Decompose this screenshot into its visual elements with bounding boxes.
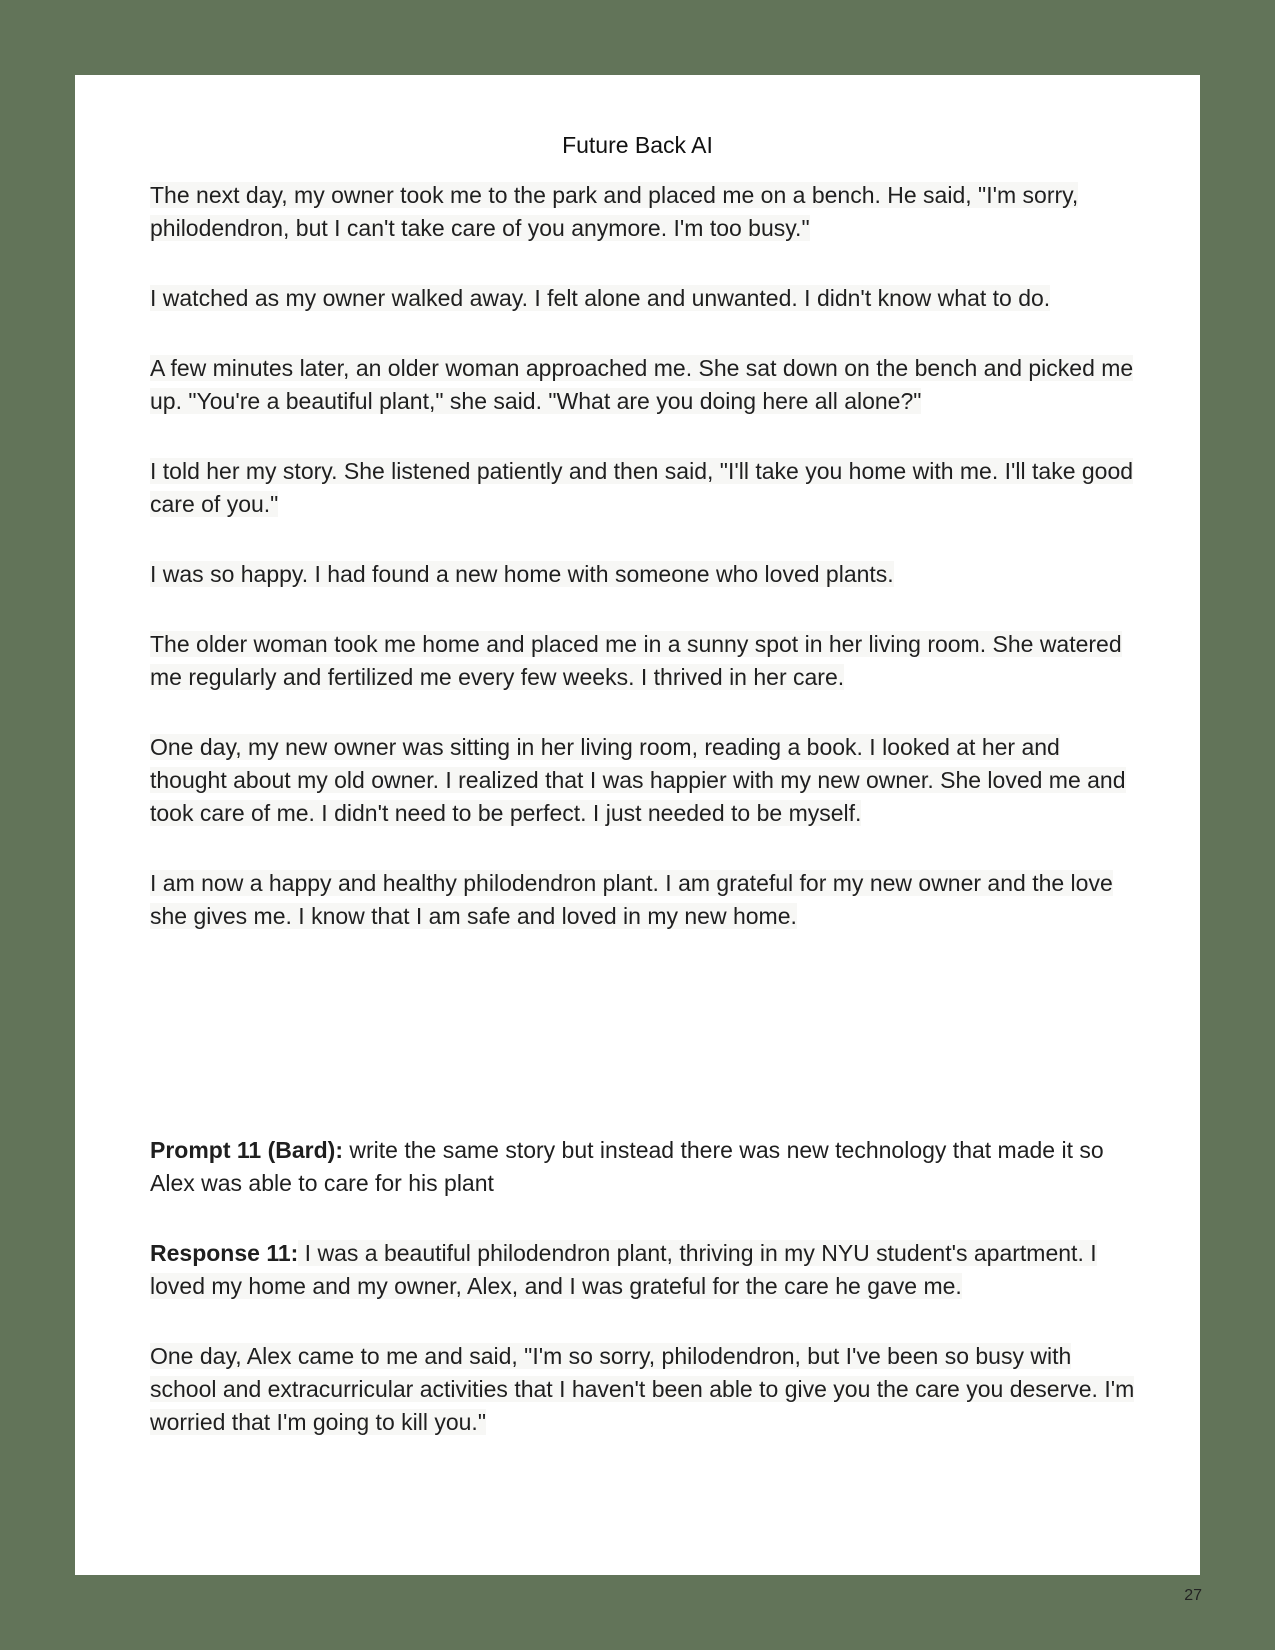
- story-paragraph-7: One day, my new owner was sitting in her living room, reading a book. I looked at her and thought about my old owner. I realized that I was happier with my new owner. She loved me and took care of me. I didn't need to be perfect. I just needed to be myself.: [150, 734, 1126, 826]
- story-paragraph-6: The older woman took me home and placed me in a sunny spot in her living room. She watered me regularly and fertilized me every few weeks. I thrived in her care.: [150, 631, 1122, 690]
- page-number: 27: [1184, 1587, 1202, 1604]
- story-paragraph-3: A few minutes later, an older woman approached me. She sat down on the bench and picked me up. "You're a beautiful plant," she said. "What are you doing here all alone?": [150, 355, 1134, 414]
- response-label: Response 11:: [150, 1240, 299, 1266]
- story-paragraph-2: I watched as my owner walked away. I felt alone and unwanted. I didn't know what to do.: [150, 285, 1051, 311]
- prompt-text: write the same story but instead there was new technology that made it so Alex was able to care for his plant: [150, 1137, 1104, 1196]
- story-paragraph-4: I told her my story. She listened patiently and then said, "I'll take you home with me. I'll take good care of you.": [150, 458, 1134, 517]
- prompt-label: Prompt 11 (Bard):: [150, 1137, 343, 1163]
- section-spacer: [150, 970, 1140, 1134]
- page-body: [150, 179, 1140, 1476]
- document-page: [75, 75, 1200, 1575]
- story-paragraph-8: I am now a happy and healthy philodendron plant. I am grateful for my new owner and the love she gives me. I know that I am safe and loved in my new home.: [150, 870, 1113, 929]
- prompt-paragraph: [150, 1134, 1140, 1200]
- response-paragraph: [150, 1237, 1140, 1303]
- page-header: Future Back AI: [562, 132, 713, 158]
- continuation-paragraph-1: One day, Alex came to me and said, "I'm so sorry, philodendron, but I've been so busy with school and extracurricular activities that I haven't been able to give you the care you deserve. I'm worried that I'm going to kill you.": [150, 1343, 1135, 1435]
- story-paragraph-1: The next day, my owner took me to the park and placed me on a bench. He said, "I'm sorry, philodendron, but I can't take care of you anymore. I'm too busy.": [150, 182, 1079, 241]
- response-text: I was a beautiful philodendron plant, thriving in my NYU student's apartment. I loved my home and my owner, Alex, and I was grateful for the care he gave me.: [150, 1240, 1097, 1299]
- story-paragraph-5: I was so happy. I had found a new home with someone who loved plants.: [150, 561, 894, 587]
